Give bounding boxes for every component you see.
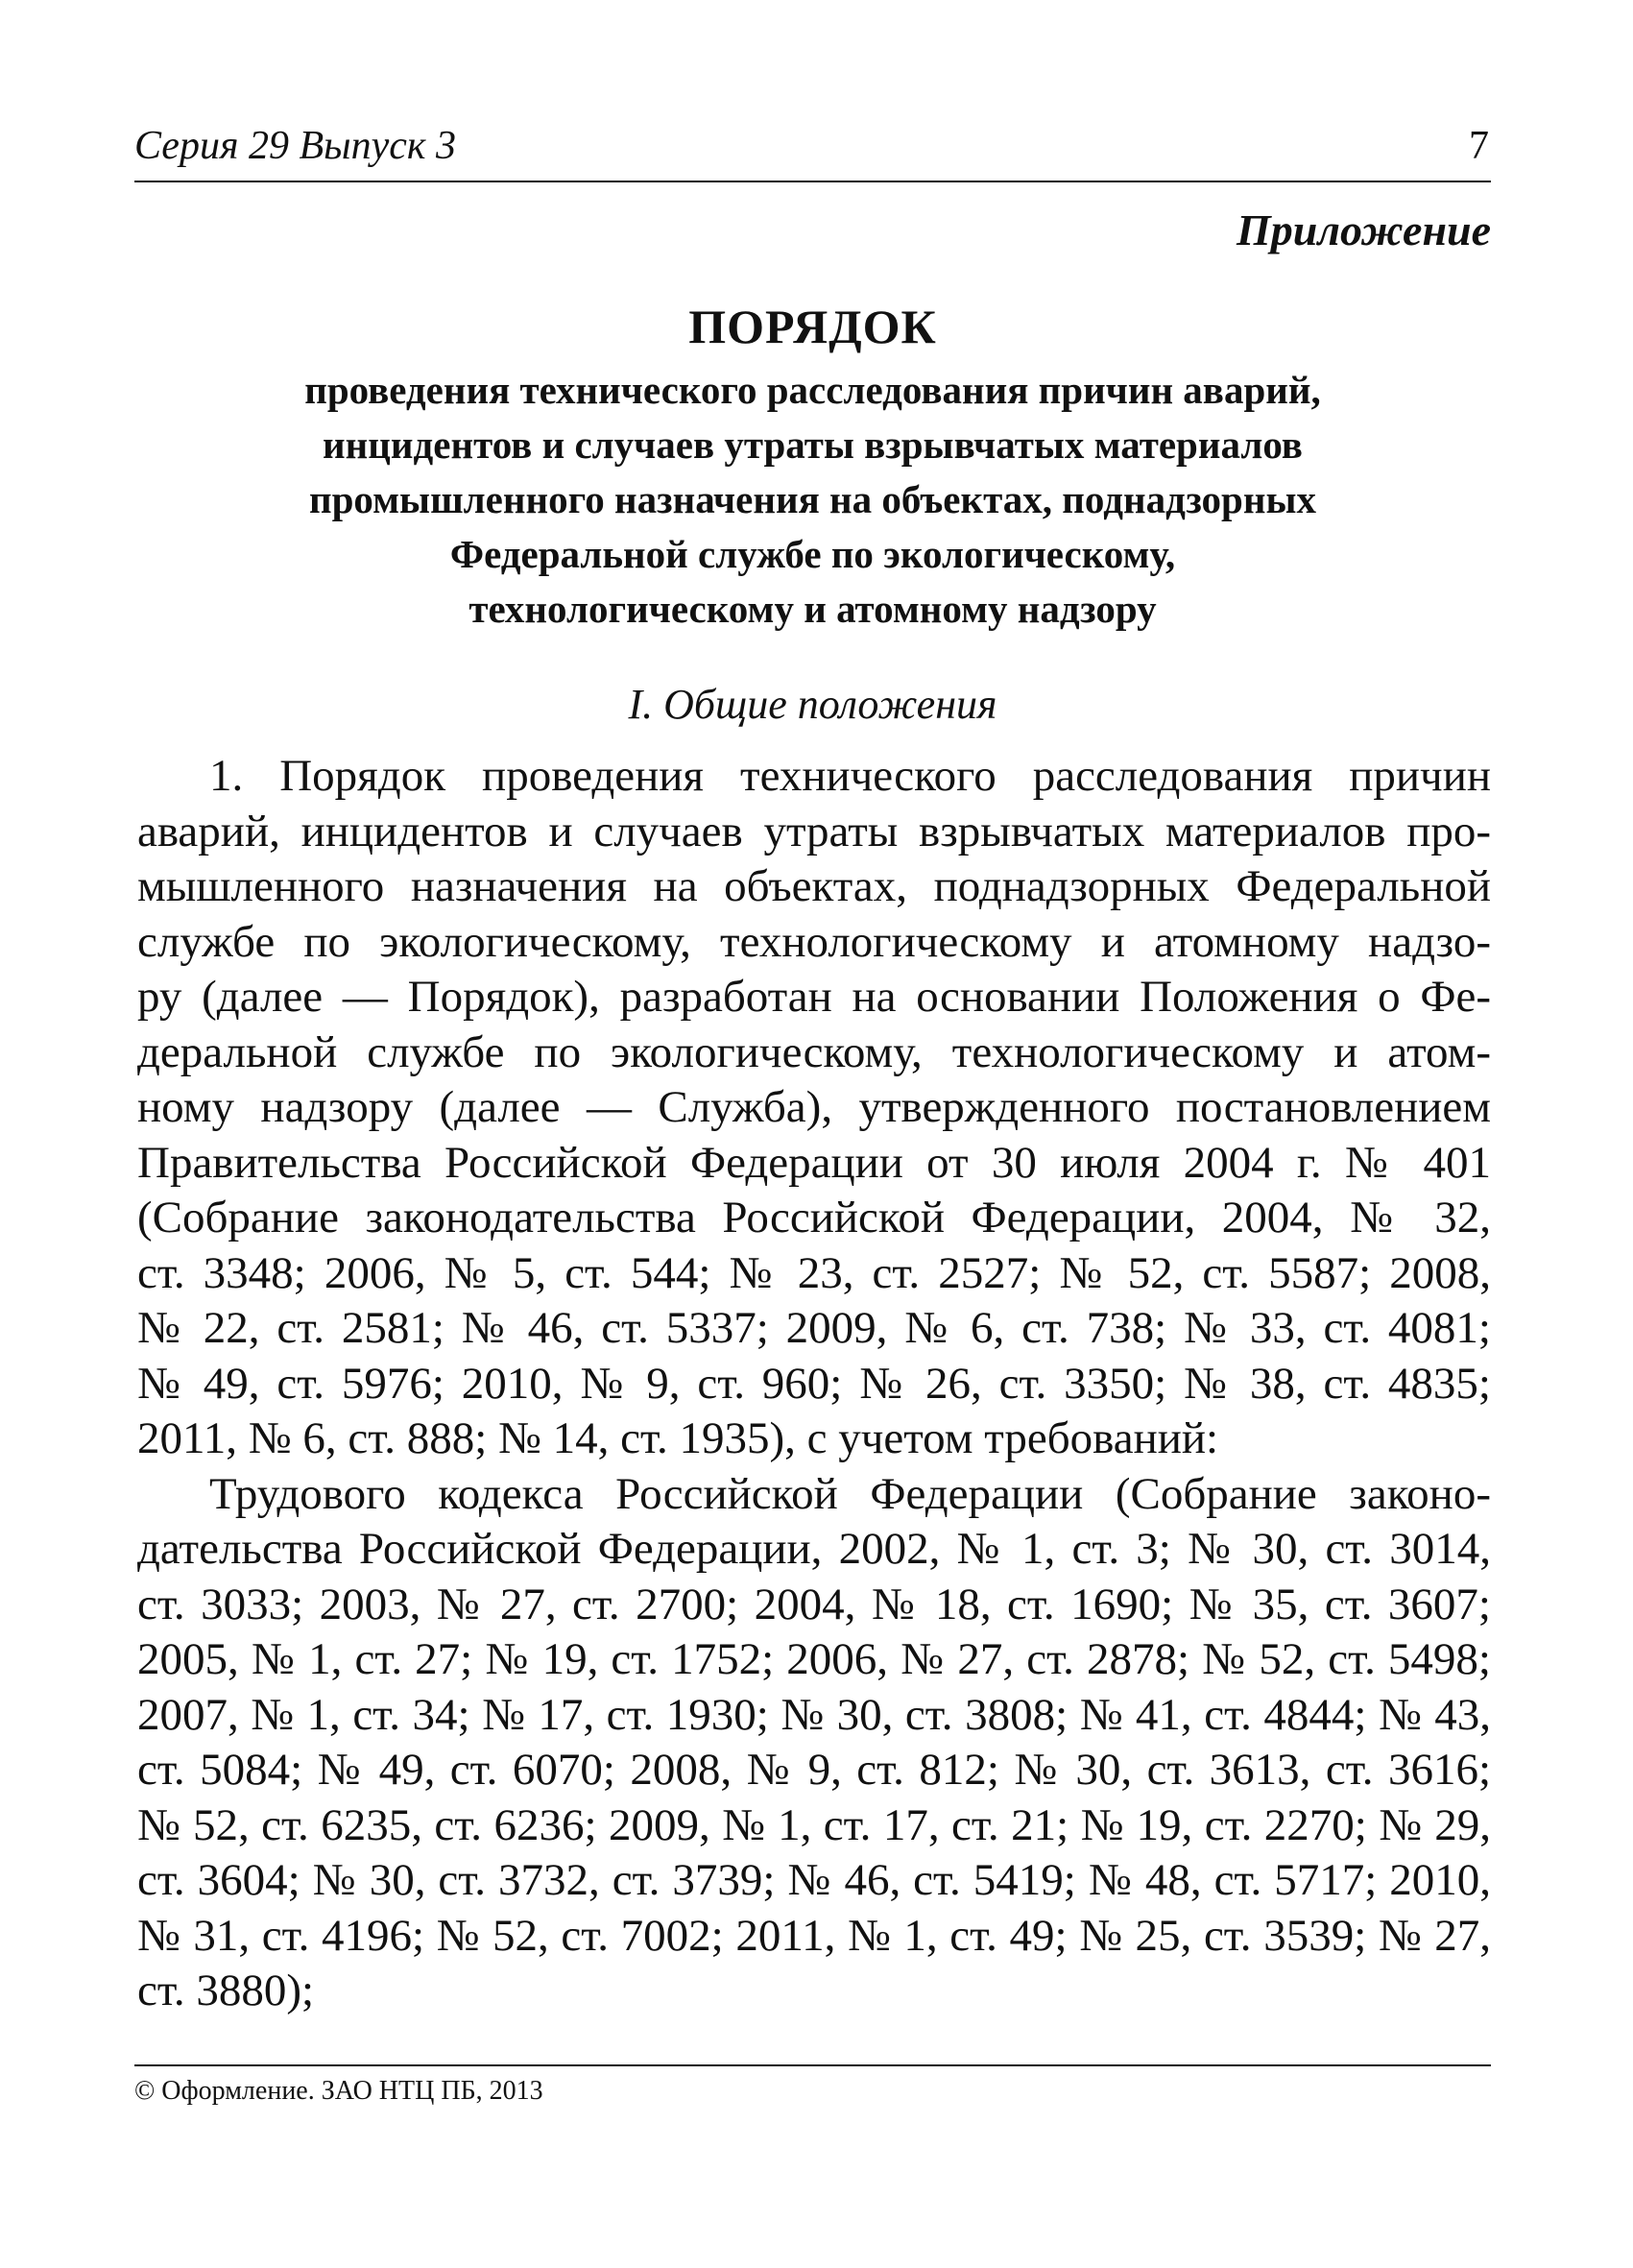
body-line: № 31, ст. 4196; № 52, ст. 7002; 2011, № 1, ст. 49; № 25, ст. 3539; № 27, — [137, 1910, 1491, 1961]
footer-divider — [134, 2064, 1491, 2066]
subtitle-line: инцидентов и случаев утраты взрывчатых материалов — [323, 422, 1303, 467]
series-label: Серия 29 Выпуск 3 — [134, 124, 456, 168]
running-header — [134, 117, 1491, 182]
body-text — [137, 749, 1491, 2019]
body-line: ному надзору (далее — Служба), утвержденного постановлением — [137, 1082, 1491, 1132]
appendix-label: Приложение — [1237, 205, 1491, 254]
body-line: Трудового кодекса Российской Федерации (Собрание законо- — [209, 1468, 1491, 1519]
body-line: ст. 3348; 2006, № 5, ст. 544; № 23, ст. 2527; № 52, ст. 5587; 2008, — [137, 1247, 1491, 1298]
section-heading: I. Общие положения — [628, 681, 997, 728]
body-line: ру (далее — Порядок), разработан на основании Положения о Фе- — [137, 972, 1491, 1022]
body-line: 2005, № 1, ст. 27; № 19, ст. 1752; 2006, № 27, ст. 2878; № 52, ст. 5498; — [137, 1634, 1491, 1684]
page-number: 7 — [1469, 124, 1489, 168]
body-line: дательства Российской Федерации, 2002, № 1, ст. 3; № 30, ст. 3014, — [137, 1524, 1491, 1574]
body-line: службе по экологическому, технологическому и атомному надзо- — [137, 916, 1491, 967]
body-line: деральной службе по экологическому, технологическому и атом- — [137, 1026, 1491, 1077]
subtitle-line: технологическому и атомному надзору — [468, 587, 1157, 631]
body-line: мышленного назначения на объектах, поднадзорных Федеральной — [137, 861, 1491, 911]
body-line: (Собрание законодательства Российской Федерации, 2004, № 32, — [137, 1193, 1491, 1243]
body-line: № 22, ст. 2581; № 46, ст. 5337; 2009, № 6, ст. 738; № 33, ст. 4081; — [137, 1303, 1491, 1353]
body-line: ст. 3604; № 30, ст. 3732, ст. 3739; № 46, ст. 5419; № 48, ст. 5717; 2010, — [137, 1855, 1491, 1905]
body-line: № 52, ст. 6235, ст. 6236; 2009, № 1, ст. 17, ст. 21; № 19, ст. 2270; № 29, — [137, 1799, 1491, 1850]
body-line: 2011, № 6, ст. 888; № 14, ст. 1935), с учетом требований: — [137, 1413, 1219, 1463]
body-line: 2007, № 1, ст. 34; № 17, ст. 1930; № 30, ст. 3808; № 41, ст. 4844; № 43, — [137, 1689, 1491, 1740]
subtitle-line: проведения технического расследования причин аварий, — [304, 368, 1321, 412]
body-line: ст. 3033; 2003, № 27, ст. 2700; 2004, № 18, ст. 1690; № 35, ст. 3607; — [137, 1579, 1491, 1629]
body-line: 1. Порядок проведения технического расследования причин — [209, 751, 1491, 801]
body-line: № 49, ст. 5976; 2010, № 9, ст. 960; № 26, ст. 3350; № 38, ст. 4835; — [137, 1358, 1491, 1409]
subtitle-line: промышленного назначения на объектах, поднадзорных — [308, 477, 1316, 521]
body-line: ст. 5084; № 49, ст. 6070; 2008, № 9, ст. 812; № 30, ст. 3613, ст. 3616; — [137, 1745, 1491, 1795]
body-line: аварий, инцидентов и случаев утраты взрывчатых материалов про- — [137, 806, 1491, 857]
document-subtitle — [134, 363, 1491, 637]
body-line: ст. 3880); — [137, 1966, 315, 2015]
copyright-note: © Оформление. ЗАО НТЦ ПБ, 2013 — [134, 2076, 543, 2106]
document-title: ПОРЯДОК — [688, 300, 937, 353]
subtitle-line: Федеральной службе по экологическому, — [449, 532, 1176, 576]
body-line: Правительства Российской Федерации от 30 июля 2004 г. № 401 — [137, 1137, 1491, 1188]
